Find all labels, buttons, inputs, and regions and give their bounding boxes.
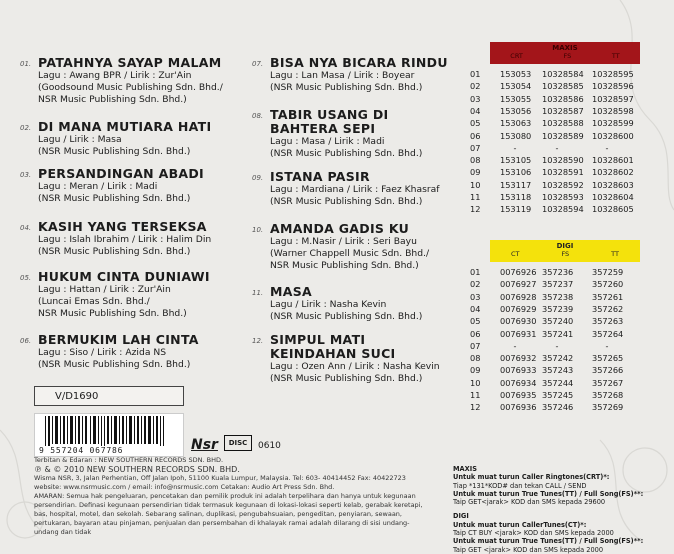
- code-col-3: 357264: [592, 328, 624, 339]
- code-col-2: 10328584: [542, 69, 584, 79]
- code-row: [452, 316, 652, 328]
- track-number: 09.: [252, 174, 264, 182]
- code-col-2: 10328585: [542, 81, 584, 92]
- track-number: 08.: [252, 112, 264, 120]
- track-title: KASIH YANG TERSEKSA: [38, 219, 207, 234]
- code-col-1: 0076928: [500, 291, 537, 302]
- track-credit: Lagu / Lirik : Nasha Kevin: [270, 299, 387, 310]
- track-number: 02: [470, 81, 481, 92]
- track-publisher: (NSR Music Publishing Sdn. Bhd.): [270, 311, 423, 322]
- track-number: 11: [470, 390, 481, 400]
- code-col-1: 153119: [500, 204, 532, 215]
- code-col-1: -: [513, 340, 517, 351]
- maxis-info-line1: Untuk muat turun Caller Ringtones(CRT)*:: [453, 473, 610, 482]
- code-col-2: 357241: [542, 328, 574, 339]
- track-number: 03: [470, 291, 481, 302]
- code-col-2: 10328587: [542, 105, 584, 116]
- code-row: [452, 353, 652, 365]
- code-col-2: 357240: [542, 316, 574, 327]
- track-publisher: (Luncai Emas Sdn. Bhd./: [38, 296, 150, 307]
- track-item: [20, 219, 263, 258]
- code-col-2: 10328589: [542, 130, 584, 141]
- credits-footer: [34, 456, 434, 537]
- code-row: [452, 167, 652, 179]
- track-number: 01: [470, 69, 481, 79]
- digi-col-fs: FS: [561, 250, 570, 258]
- copyright-line: ℗ & © 2010 NEW SOUTHERN RECORDS SDN. BHD.: [34, 465, 240, 474]
- code-col-2: 10328593: [542, 192, 584, 202]
- warning-text: AMARAN: Semua hak pengeluaran, pencetakan dan pemilik produk ini adalah terpelihara dan hanya untuk kegunaan persendirian. Definasi kegunaan persendirian tidak termasuk kegunaan di lokasi-lokasi seperti kelab, gerabak keretapi, bas, hospital, motel, dan sekolah. Sebarang salinan, duplikasi, pengubahsuaian, pengeditan, penyiaran, sewaan, pertukaran, bayaran atau pinjaman, penjualan dan persembahan di khalayak ramai adalah dilarang di sisi undang-undang dan tidak: [34, 492, 423, 536]
- code-col-3: 10328597: [592, 93, 634, 104]
- track-publisher: (NSR Music Publishing Sdn. Bhd.): [270, 196, 423, 207]
- code-row: [452, 279, 652, 291]
- code-row: [452, 131, 652, 143]
- maxis-table-header: [490, 42, 640, 64]
- code-col-1: 153080: [500, 130, 532, 141]
- track-credit: Lagu : Meran / Lirik : Madi: [38, 181, 158, 192]
- track-number: 12: [470, 402, 481, 413]
- code-col-2: 357243: [542, 365, 574, 376]
- code-row: [452, 94, 652, 106]
- code-row: [452, 378, 652, 390]
- track-number: 12: [470, 204, 481, 215]
- track-title: BERMUKIM LAH CINTA: [38, 332, 199, 347]
- track-title-line2: KEINDAHAN SUCI: [270, 346, 396, 361]
- code-col-1: 0076926: [500, 267, 537, 277]
- code-col-2: 10328594: [542, 204, 584, 215]
- track-item: [20, 55, 263, 106]
- catalog-code: V/D1690: [55, 391, 99, 402]
- track-title: SIMPUL MATI: [270, 332, 366, 347]
- track-number: 11.: [252, 289, 264, 297]
- digi-brand: DIGI: [556, 242, 574, 250]
- track-item: [20, 332, 263, 371]
- code-col-1: 0076932: [500, 353, 537, 364]
- track-number: 05: [470, 118, 481, 129]
- code-col-3: 10328599: [592, 118, 634, 129]
- code-col-2: 357238: [542, 291, 574, 302]
- digi-table-header: [490, 240, 640, 262]
- maxis-col-fs: FS: [563, 52, 572, 60]
- code-row: [452, 204, 652, 216]
- code-col-3: 10328601: [592, 155, 634, 166]
- code-col-3: 357259: [592, 267, 624, 277]
- maxis-info-line4: Taip GET<jarak> KOD dan SMS kepada 29600: [453, 498, 606, 507]
- barcode-digits: 9 557204 067786: [39, 446, 124, 455]
- code-col-2: 10328592: [542, 179, 584, 190]
- code-col-3: 10328604: [592, 192, 634, 202]
- code-col-2: 357244: [542, 377, 574, 388]
- code-row: [452, 81, 652, 93]
- track-title: ISTANA PASIR: [270, 169, 370, 184]
- track-publisher: (NSR Music Publishing Sdn. Bhd.): [270, 148, 423, 159]
- track-publisher: (Warner Chappell Music Sdn. Bhd./: [270, 248, 430, 259]
- code-col-3: -: [605, 142, 609, 153]
- code-row: [452, 180, 652, 192]
- track-publisher-line2: NSR Music Publishing Sdn. Bhd.): [38, 308, 187, 319]
- barcode-bars: [35, 416, 185, 448]
- code-row: [452, 118, 652, 130]
- track-title: PATAHNYA SAYAP MALAM: [38, 55, 222, 70]
- code-col-2: 357245: [542, 390, 574, 400]
- code-col-1: 0076930: [500, 316, 537, 327]
- maxis-col-tt: TT: [611, 52, 620, 60]
- address-line: Wisma NSR, 3, Jalan Perhentian, Off Jalan Ipoh, 51100 Kuala Lumpur, Malaysia. Tel: 603- 40414452 Fax: 40422723: [34, 474, 406, 482]
- track-number: 07.: [252, 60, 264, 68]
- code-col-1: 153117: [500, 179, 532, 190]
- code-col-1: 0076933: [500, 365, 537, 376]
- code-col-1: 0076934: [500, 377, 537, 388]
- track-title: DI MANA MUTIARA HATI: [38, 119, 212, 134]
- code-col-2: 357236: [542, 267, 574, 277]
- code-row: [452, 292, 652, 304]
- code-col-3: 357267: [592, 377, 624, 388]
- track-publisher: (NSR Music Publishing Sdn. Bhd.): [38, 359, 191, 370]
- catalog-code-box: [34, 386, 184, 406]
- digi-info-title: DIGI: [453, 512, 469, 521]
- track-credit: Lagu : Hattan / Lirik : Zur'Ain: [38, 284, 171, 295]
- track-number: 08: [470, 353, 481, 364]
- code-col-1: 153056: [500, 105, 532, 116]
- code-col-3: 10328605: [592, 204, 634, 215]
- code-row: [452, 69, 652, 81]
- track-number: 12.: [252, 337, 264, 345]
- code-col-1: -: [513, 142, 517, 153]
- maxis-brand: MAXIS: [552, 44, 578, 52]
- code-col-3: -: [605, 340, 609, 351]
- code-col-1: 0076936: [500, 402, 537, 413]
- code-row: [452, 402, 652, 414]
- code-col-1: 0076929: [500, 303, 537, 314]
- track-number: 03: [470, 93, 481, 104]
- code-col-3: 357269: [592, 402, 624, 413]
- track-number: 01: [470, 267, 481, 277]
- track-credit: Lagu : Islah Ibrahim / Lirik : Halim Din: [38, 234, 212, 245]
- code-col-2: 357237: [542, 279, 574, 290]
- track-number: 06: [470, 130, 481, 141]
- code-col-2: -: [555, 142, 559, 153]
- code-col-2: -: [555, 340, 559, 351]
- track-title-line2: BAHTERA SEPI: [270, 121, 376, 136]
- track-publisher-line2: NSR Music Publishing Sdn. Bhd.): [270, 260, 419, 271]
- code-col-3: 10328602: [592, 167, 634, 178]
- track-item: [20, 166, 263, 205]
- track-number: 11: [470, 192, 481, 202]
- code-row: [452, 341, 652, 353]
- track-title: BISA NYA BICARA RINDU: [270, 55, 448, 70]
- code-col-3: 357263: [592, 316, 624, 327]
- track-number: 07: [470, 340, 481, 351]
- track-item: [20, 119, 263, 158]
- track-credit: Lagu : Mardiana / Lirik : Faez Khasraf: [270, 184, 440, 195]
- track-number: 08: [470, 155, 481, 166]
- website-line: website: www.nsrmusic.com / email: info@nsrmusic.com Cetakan: Audio Art Press Sdn. Bhd.: [34, 483, 335, 491]
- code-row: [452, 143, 652, 155]
- code-col-3: 10328595: [592, 69, 634, 79]
- track-number: 01.: [20, 60, 32, 68]
- track-number: 06.: [20, 337, 32, 345]
- publisher-line: Terbitan & Edaran : NEW SOUTHERN RECORDS SDN. BHD.: [34, 456, 224, 464]
- code-col-3: 357260: [592, 279, 624, 290]
- code-col-1: 153106: [500, 167, 532, 178]
- code-col-3: 357261: [592, 291, 624, 302]
- code-row: [452, 155, 652, 167]
- track-credit: Lagu : M.Nasir / Lirik : Seri Bayu: [270, 236, 417, 247]
- track-number: 04: [470, 105, 481, 116]
- maxis-info-line3: Untuk muat turun True Tunes(TT) / Full Song(FS)**:: [453, 489, 644, 498]
- track-title: MASA: [270, 284, 312, 299]
- code-col-3: 357268: [592, 390, 624, 400]
- track-number: 09: [470, 167, 481, 178]
- maxis-info-line2: Tiap *131*KOD# dan tekan CALL / SEND: [453, 481, 587, 490]
- track-number: 05.: [20, 274, 32, 282]
- track-publisher-line2: NSR Music Publishing Sdn. Bhd.): [38, 94, 187, 105]
- code-row: [452, 365, 652, 377]
- track-number: 10.: [252, 226, 264, 234]
- track-number: 04.: [20, 224, 32, 232]
- code-col-1: 0076931: [500, 328, 537, 339]
- digi-info-line1: Untuk muat turun CallerTunes(CT)*:: [453, 520, 587, 529]
- track-title: HUKUM CINTA DUNIAWI: [38, 269, 210, 284]
- digi-info-line4: Taip GET <jarak> KOD dan SMS kepada 2000: [453, 545, 604, 554]
- code-col-1: 153055: [500, 93, 532, 104]
- digi-info-line3: Untuk muat turun True Tunes(TT) / Full Song(FS)**:: [453, 537, 644, 546]
- code-col-1: 153118: [500, 192, 532, 202]
- track-credit: Lagu : Lan Masa / Lirik : Boyear: [270, 70, 415, 81]
- code-row: [452, 329, 652, 341]
- track-number: 05: [470, 316, 481, 327]
- track-number: 03.: [20, 171, 32, 179]
- track-item: [20, 269, 263, 320]
- track-title: PERSANDINGAN ABADI: [38, 166, 205, 181]
- compact-disc-logo: DISC: [224, 435, 252, 451]
- track-number: 10: [470, 377, 481, 388]
- code-col-1: 0076935: [500, 390, 537, 400]
- track-number: 06: [470, 328, 481, 339]
- digi-col-ct: CT: [510, 250, 520, 258]
- code-col-3: 357265: [592, 353, 624, 364]
- code-row: [452, 304, 652, 316]
- track-publisher: (NSR Music Publishing Sdn. Bhd.): [270, 373, 423, 384]
- barcode: [34, 413, 184, 457]
- track-title: TABIR USANG DI: [270, 107, 389, 122]
- track-publisher: (NSR Music Publishing Sdn. Bhd.): [38, 246, 191, 257]
- code-col-3: 10328603: [592, 179, 634, 190]
- code-col-2: 357239: [542, 303, 574, 314]
- code-row: [452, 192, 652, 204]
- track-item: [252, 221, 495, 272]
- code-col-1: 153105: [500, 155, 532, 166]
- code-col-2: 357242: [542, 353, 574, 364]
- catalog-number: 0610: [258, 441, 281, 451]
- code-row: [452, 390, 652, 402]
- code-col-2: 10328586: [542, 93, 584, 104]
- track-publisher: (NSR Music Publishing Sdn. Bhd.): [38, 146, 191, 157]
- track-number: 10: [470, 179, 481, 190]
- code-col-2: 357246: [542, 402, 574, 413]
- track-publisher: (Goodsound Music Publishing Sdn. Bhd./: [38, 82, 223, 93]
- digi-col-tt: TT: [611, 250, 619, 258]
- maxis-col-crt: CRT: [510, 52, 523, 60]
- code-col-1: 153054: [500, 81, 532, 92]
- code-col-1: 0076927: [500, 279, 537, 290]
- track-number: 02: [470, 279, 481, 290]
- code-col-2: 10328591: [542, 167, 584, 178]
- track-credit: Lagu : Awang BPR / Lirik : Zur'Ain: [38, 70, 192, 81]
- code-col-3: 10328596: [592, 81, 634, 92]
- code-col-2: 10328588: [542, 118, 584, 129]
- maxis-info-title: MAXIS: [453, 465, 477, 473]
- code-col-3: 357266: [592, 365, 624, 376]
- code-row: [452, 267, 652, 279]
- digi-info-line2: Taip CT BUY <jarak> KOD dan SMS kepada 2000: [453, 529, 614, 538]
- track-credit: Lagu : Siso / Lirik : Azida NS: [38, 347, 167, 358]
- track-number: 07: [470, 142, 481, 153]
- track-publisher: (NSR Music Publishing Sdn. Bhd.): [270, 82, 423, 93]
- track-title: AMANDA GADIS KU: [270, 221, 410, 236]
- code-col-1: 153063: [500, 118, 532, 129]
- code-col-3: 10328598: [592, 105, 634, 116]
- download-instructions: [453, 465, 668, 554]
- code-row: [452, 106, 652, 118]
- track-credit: Lagu : Masa / Lirik : Madi: [270, 136, 385, 147]
- track-number: 04: [470, 303, 481, 314]
- code-col-2: 10328590: [542, 155, 584, 166]
- track-number: 09: [470, 365, 481, 376]
- track-credit: Lagu / Lirik : Masa: [38, 134, 122, 145]
- code-col-3: 357262: [592, 303, 624, 314]
- track-credit: Lagu : Ozen Ann / Lirik : Nasha Kevin: [270, 361, 440, 372]
- track-publisher: (NSR Music Publishing Sdn. Bhd.): [38, 193, 191, 204]
- track-number: 02.: [20, 124, 32, 132]
- code-col-3: 10328600: [592, 130, 634, 141]
- code-col-1: 153053: [500, 69, 532, 79]
- nsr-logo: Nsr: [191, 437, 218, 453]
